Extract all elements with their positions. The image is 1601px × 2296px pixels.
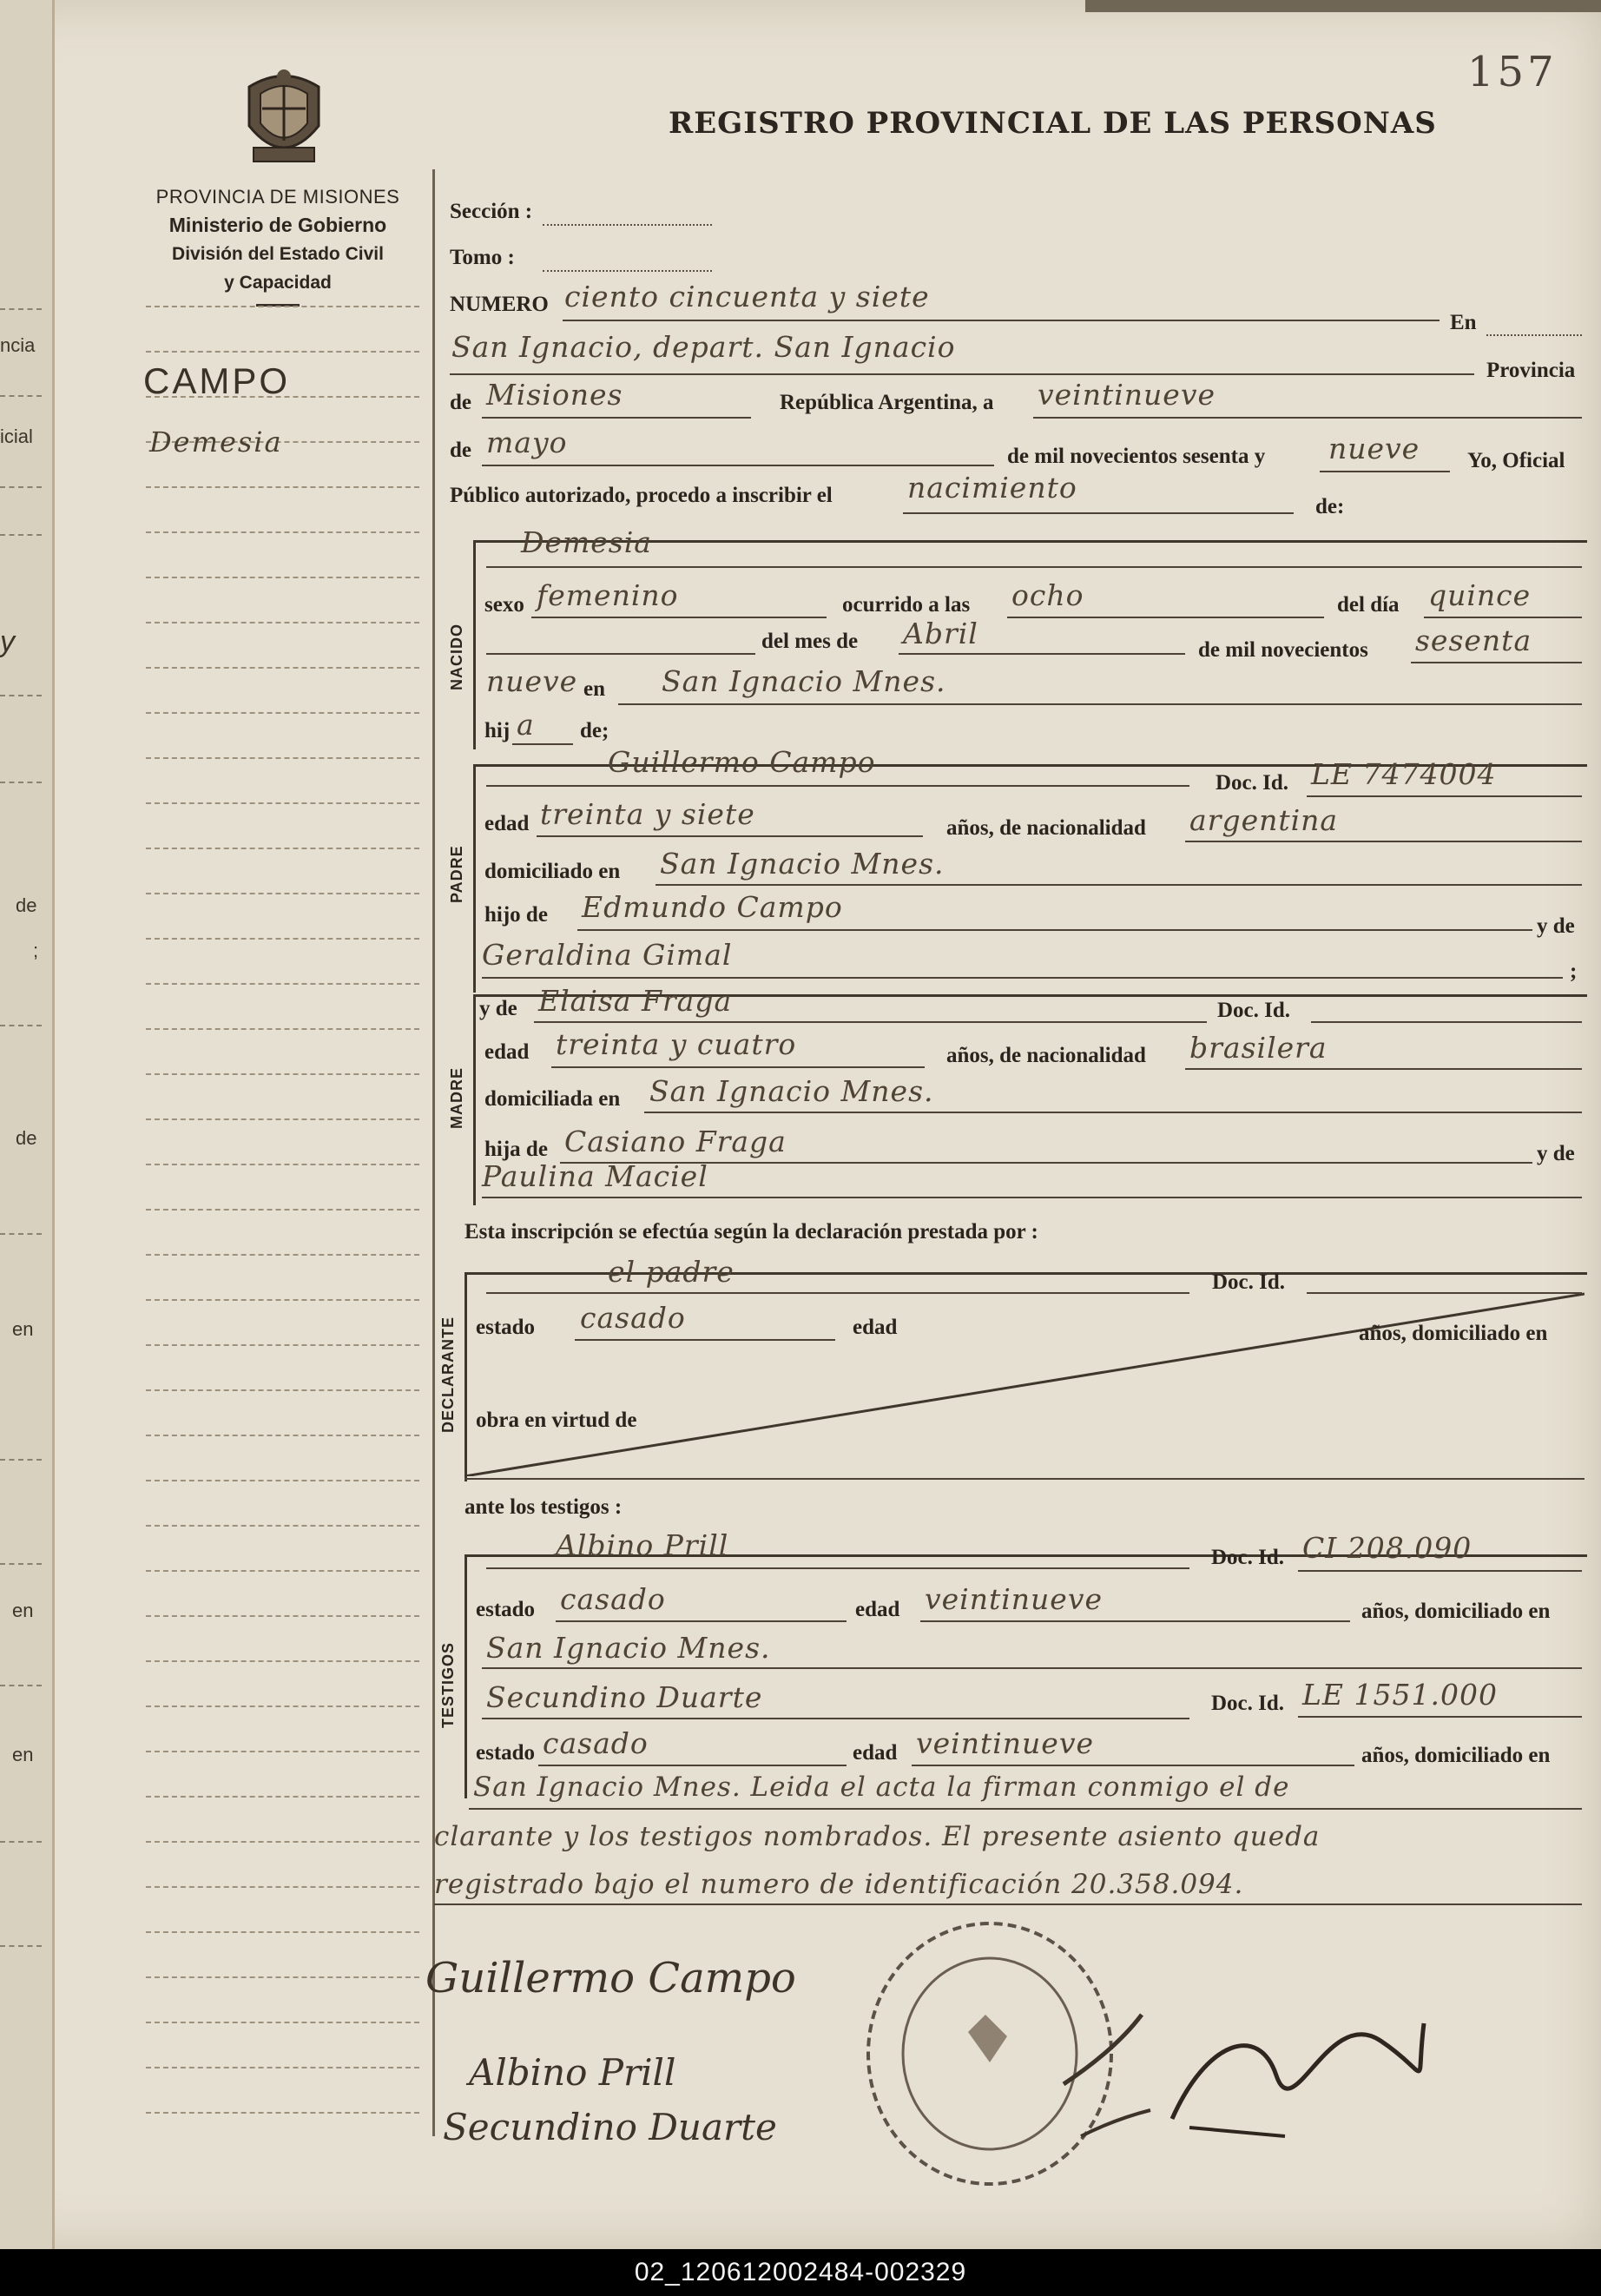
doc-id-label: Doc. Id.	[1216, 771, 1289, 795]
margin-rule	[146, 2067, 419, 2068]
margin-rule	[146, 577, 419, 578]
anos-dom-label: años, domiciliado en	[1361, 1600, 1551, 1623]
margin-rule	[146, 938, 419, 940]
margin-surname: CAMPO	[143, 360, 291, 401]
margin-rule	[146, 712, 419, 714]
margin-rule	[146, 1796, 419, 1798]
margin-rule	[146, 1706, 419, 1707]
padre-madre-value: Geraldina Gimal	[482, 938, 733, 972]
madre-edad-value: treinta y cuatro	[556, 1027, 797, 1061]
seccion-label: Sección :	[450, 200, 533, 223]
en-label: En	[1450, 311, 1477, 334]
anos-dom-label: años, domiciliado en	[1359, 1322, 1548, 1345]
del-mes-label: del mes de	[761, 630, 859, 653]
tomo-label: Tomo :	[450, 246, 515, 269]
edad-label: edad	[484, 812, 530, 835]
margin-rule	[146, 1073, 419, 1075]
margin-rule	[146, 1976, 419, 1978]
madre-madre-value: Paulina Maciel	[482, 1159, 708, 1193]
estado-label: estado	[476, 1316, 536, 1339]
mes-nac-value: Abril	[903, 617, 978, 650]
margin-rule	[146, 531, 419, 533]
de-colon-label: de:	[1315, 495, 1345, 518]
issuing-authority	[130, 182, 425, 307]
padre-doc-value: LE 7474004	[1311, 757, 1497, 791]
dia-nac-value: quince	[1428, 578, 1532, 612]
margin-rule	[146, 1841, 419, 1843]
testigo2-doc-value: LE 1551.000	[1302, 1678, 1498, 1712]
doc-id-label: Doc. Id.	[1217, 999, 1291, 1022]
madre-label: MADRE	[448, 1067, 465, 1129]
publico-label: Público autorizado, procedo a inscribir el	[450, 484, 833, 507]
nombre-value: Demesia	[521, 525, 652, 559]
margin-rule	[146, 757, 419, 759]
hij-suffix: a	[517, 708, 535, 742]
hija-de-label: hija de	[484, 1138, 548, 1161]
estado-label: estado	[476, 1741, 536, 1765]
strip-text: y	[0, 625, 15, 658]
edad-label: edad	[484, 1040, 530, 1064]
padre-edad-value: treinta y siete	[540, 797, 755, 831]
lugar-value: San Ignacio, depart. San Ignacio	[451, 330, 956, 364]
padre-nombre-value: Guillermo Campo	[608, 745, 876, 779]
obra-label: obra en virtud de	[476, 1409, 637, 1432]
yo-oficial-label: Yo, Oficial	[1467, 449, 1565, 472]
hij-label: hij	[484, 719, 511, 742]
dia-value: veintinueve	[1038, 378, 1216, 412]
margin-rule	[146, 1028, 419, 1030]
page-number: 157	[1467, 48, 1558, 96]
margin-rule	[146, 2112, 419, 2114]
margin-rule	[146, 1570, 419, 1572]
edad-label: edad	[853, 1316, 898, 1339]
margin-rule	[146, 667, 419, 669]
strip-text: ncia	[0, 334, 36, 356]
margin-rule	[146, 1886, 419, 1888]
testigo1-edad-value: veintinueve	[925, 1582, 1104, 1616]
margin-rule	[146, 1525, 419, 1527]
doc-id-label: Doc. Id.	[1212, 1270, 1286, 1294]
page-title: REGISTRO PROVINCIAL DE LAS PERSONAS	[669, 106, 1437, 141]
hijo-de-label: hijo de	[484, 903, 548, 927]
strip-text: de	[16, 1127, 37, 1149]
provincia-label: Provincia	[1486, 359, 1576, 382]
edad-label: edad	[855, 1598, 900, 1621]
closing-line-3: registrado bajo el numero de identificación 20.358.094.	[434, 1869, 1244, 1900]
testigos-vertical-label: TESTIGOS	[439, 1641, 457, 1728]
en-label: en	[583, 677, 605, 701]
signature-padre: Guillermo Campo	[425, 1954, 796, 2002]
margin-rule	[146, 1209, 419, 1211]
doc-id-label: Doc. Id.	[1211, 1546, 1285, 1569]
margin-rule	[146, 2022, 419, 2023]
signature-testigo2: Secundino Duarte	[443, 2106, 777, 2148]
margin-rule	[146, 1615, 419, 1617]
testigo1-nombre-value: Albino Prill	[556, 1528, 729, 1562]
division-name: División del Estado Civil	[172, 244, 384, 264]
margin-rule	[146, 1435, 419, 1436]
mes-value: mayo	[486, 426, 568, 459]
del-dia-label: del día	[1337, 593, 1400, 617]
page-edge	[1085, 0, 1601, 12]
hora-value: ocho	[1011, 578, 1084, 612]
ocurrido-label: ocurrido a las	[842, 593, 971, 617]
margin-rule	[146, 1751, 419, 1752]
margin-rule	[146, 1931, 419, 1933]
y-de-label: y de	[479, 997, 517, 1020]
margin-rule	[146, 1254, 419, 1256]
de-semicolon-label: de;	[580, 719, 609, 742]
margin-rule	[146, 486, 419, 488]
semicolon: ;	[1570, 960, 1578, 983]
provincia-value: Misiones	[486, 378, 623, 412]
anio-nac-value: sesenta	[1415, 623, 1532, 657]
closing-line-1: San Ignacio Mnes. Leida el acta la firman conmigo el de	[473, 1771, 1290, 1803]
margin-rule	[146, 1660, 419, 1662]
margin-rule	[146, 351, 419, 353]
province-name: PROVINCIA DE MISIONES	[155, 186, 400, 208]
capacity-name: y Capacidad	[224, 273, 332, 293]
strip-text: de	[16, 894, 37, 916]
de-mil-label: de mil novecientos sesenta y	[1007, 445, 1266, 468]
strip-text: icial	[0, 426, 33, 447]
estado-label: estado	[476, 1598, 536, 1621]
margin-rule	[146, 1389, 419, 1391]
sexo-label: sexo	[484, 593, 524, 617]
acto-value: nacimiento	[907, 471, 1077, 505]
de-label: de	[450, 391, 471, 414]
doc-id-label: Doc. Id.	[1211, 1692, 1285, 1715]
testigo1-domicilio-value: San Ignacio Mnes.	[486, 1631, 771, 1665]
madre-padre-value: Casiano Fraga	[564, 1125, 787, 1158]
official-stamp-icon	[847, 1910, 1159, 2197]
madre-domicilio-value: San Ignacio Mnes.	[649, 1074, 934, 1108]
closing-line-2: clarante y los testigos nombrados. El presente asiento queda	[434, 1821, 1321, 1852]
padre-domicilio-value: San Ignacio Mnes.	[660, 847, 945, 881]
signature-testigo1: Albino Prill	[469, 2051, 676, 2094]
provincial-seal-icon	[227, 61, 340, 174]
anos-nac-label: años, de nacionalidad	[946, 1044, 1146, 1067]
margin-rule	[146, 306, 419, 307]
margin-rule	[146, 1299, 419, 1301]
strip-text: en	[12, 1600, 34, 1621]
margin-rule	[146, 1344, 419, 1346]
republica-label: República Argentina, a	[780, 391, 994, 414]
de-label: de	[450, 439, 471, 462]
margin-rule	[146, 1118, 419, 1120]
margin-rule	[146, 622, 419, 623]
testigo1-doc-value: CI 208.090	[1302, 1531, 1473, 1565]
domiciliada-label: domiciliada en	[484, 1087, 621, 1111]
padre-label: PADRE	[448, 845, 465, 903]
previous-page-strip	[0, 0, 55, 2249]
margin-rule	[146, 848, 419, 849]
testigos-label: ante los testigos :	[464, 1495, 623, 1519]
margin-given-name: Demesia	[149, 426, 283, 459]
madre-nombre-value: Elaisa Fraga	[538, 984, 733, 1018]
strip-text: ;	[33, 940, 39, 961]
y-de-label: y de	[1537, 1142, 1575, 1165]
testigo1-estado-value: casado	[560, 1582, 666, 1616]
numero-value: ciento cincuenta y siete	[564, 280, 930, 313]
margin-rule	[146, 1480, 419, 1481]
official-signature-icon	[1155, 1989, 1433, 2145]
testigo2-nombre-value: Secundino Duarte	[486, 1680, 763, 1714]
image-id: 02_120612002484-002329	[634, 2258, 967, 2286]
padre-nacionalidad-value: argentina	[1189, 803, 1339, 837]
lugar-nac-value: San Ignacio Mnes.	[662, 664, 946, 698]
image-id-bar	[0, 2249, 1601, 2296]
edad-label: edad	[853, 1741, 898, 1765]
padre-padre-value: Edmundo Campo	[582, 890, 843, 924]
margin-rule	[146, 893, 419, 894]
sexo-value: femenino	[537, 578, 679, 612]
strip-text: en	[12, 1744, 34, 1765]
anos-dom-label: años, domiciliado en	[1361, 1744, 1551, 1767]
y-de-label: y de	[1537, 914, 1575, 938]
de-mil-nov-label: de mil novecientos	[1198, 638, 1368, 662]
anio-nac-value-2: nueve	[486, 664, 578, 698]
strip-text: en	[12, 1318, 34, 1340]
madre-nacionalidad-value: brasilera	[1189, 1031, 1328, 1065]
margin-rule	[146, 983, 419, 985]
domiciliado-label: domiciliado en	[484, 860, 621, 883]
nacido-label: NACIDO	[448, 623, 465, 690]
anio-value: nueve	[1328, 432, 1420, 465]
declarante-nombre-value: el padre	[608, 1255, 735, 1289]
margin-rule	[146, 1164, 419, 1165]
numero-label: NUMERO	[450, 293, 549, 316]
margin-rule	[146, 802, 419, 804]
ministry-name: Ministerio de Gobierno	[168, 214, 387, 236]
testigo2-estado-value: casado	[543, 1726, 649, 1760]
declarante-label: DECLARANTE	[439, 1316, 457, 1433]
declaracion-label: Esta inscripción se efectúa según la declaración prestada por :	[464, 1220, 1038, 1244]
declarante-estado-value: casado	[580, 1301, 686, 1335]
testigo2-edad-value: veintinueve	[916, 1726, 1095, 1760]
anos-nac-label: años, de nacionalidad	[946, 816, 1146, 840]
